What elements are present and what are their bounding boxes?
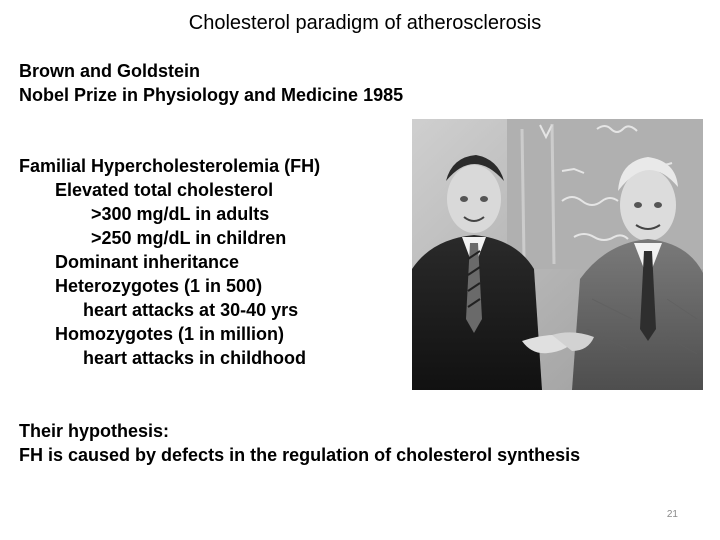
fh-children-threshold: >250 mg/dL in children	[91, 228, 287, 248]
brown-goldstein-photo	[412, 119, 703, 390]
fh-heading: Familial Hypercholesterolemia (FH)	[19, 156, 321, 176]
slide-title: Cholesterol paradigm of atherosclerosis	[188, 12, 542, 34]
fh-homozygotes: Homozygotes (1 in million)	[55, 324, 285, 344]
hypothesis-text: FH is caused by defects in the regulation of cholesterol synthesis	[19, 445, 581, 465]
fh-elevated-cholesterol: Elevated total cholesterol	[55, 180, 274, 200]
fh-dominant-inheritance: Dominant inheritance	[55, 252, 240, 272]
authors-names: Brown and Goldstein	[19, 61, 201, 81]
fh-homozygotes-heart-attacks: heart attacks in childhood	[83, 348, 307, 368]
slide-number: 21	[666, 509, 678, 520]
nobel-prize-line: Nobel Prize in Physiology and Medicine 1985	[19, 85, 404, 105]
hypothesis-heading: Their hypothesis:	[19, 421, 170, 441]
fh-heterozygotes-heart-attacks: heart attacks at 30-40 yrs	[83, 300, 299, 320]
fh-heterozygotes: Heterozygotes (1 in 500)	[55, 276, 263, 296]
fh-adults-threshold: >300 mg/dL in adults	[91, 204, 270, 224]
